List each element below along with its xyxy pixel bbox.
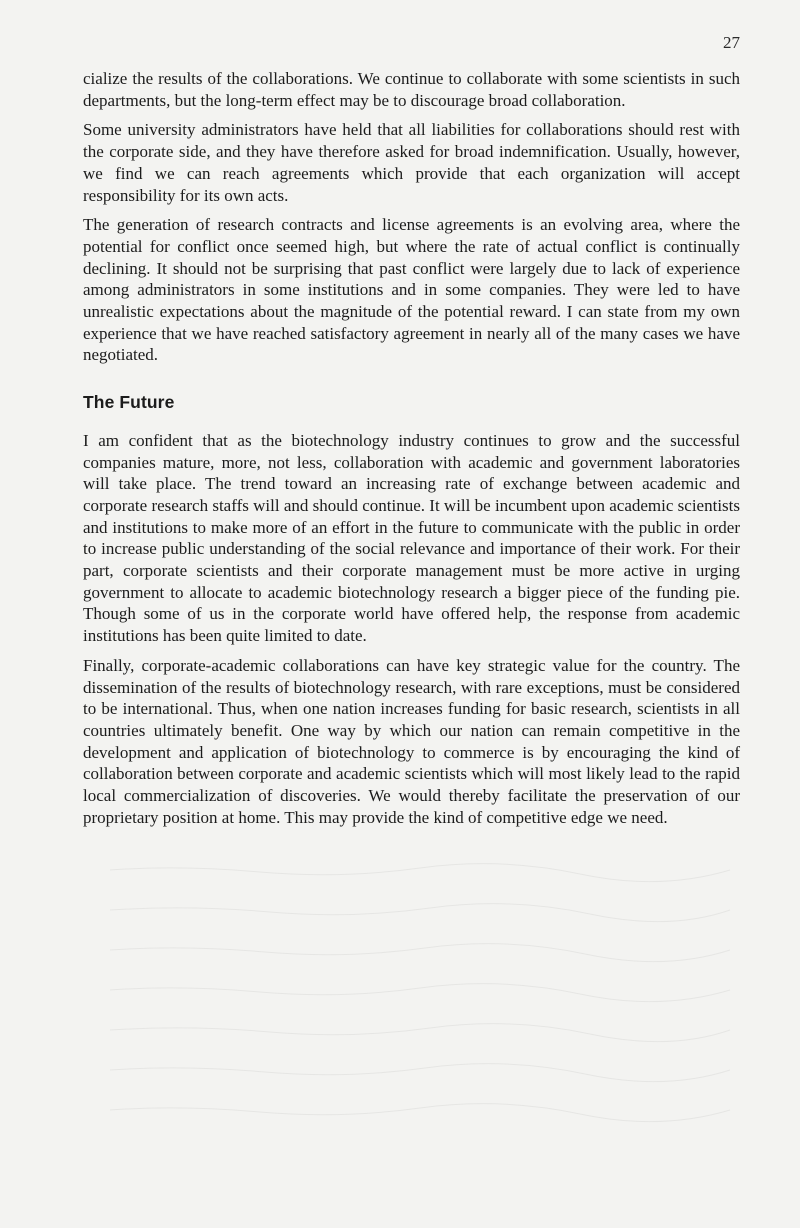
paragraph-intro-3: The generation of research contracts and license agreements is an evolving area, where the potential for conflict once seemed high, but where the rate of actual conflict is continually declining. It should not be surprising that past conflict were largely due to lack of experience among administrators in some institutions and in some companies. They were led to have unrealistic expectations about the magnitude of the potential reward. I can state from my own experience that we have reached satisfactory agreement in nearly all of the many cases we have negotiated. [83, 215, 740, 365]
paragraph-intro-2: Some university administrators have held that all liabilities for collaborations should rest with the corporate side, and they have therefore asked for broad indemnification. Usually, however, we find we can reach agreements which provide that each organization will accept responsibility for its own acts. [83, 120, 740, 205]
section-heading: The Future [83, 392, 175, 413]
body-text [83, 68, 740, 837]
paragraph-intro-1: cialize the results of the collaborations. We continue to collaborate with some scientists in such departments, but the long-term effect may be to discourage broad collaboration. [83, 69, 740, 110]
paragraph-future-2: Finally, corporate-academic collaborations can have key strategic value for the country. The dissemination of the results of biotechnology research, with rare exceptions, must be considered to be international. Thus, when one nation increases funding for basic research, scientists in all countries ultimately benefit. One way by which our nation can remain competitive in the development and application of biotechnology to commerce is by encouraging the kind of collaboration between corporate and academic scientists which will most likely lead to the rapid local commercialization of discoveries. We would thereby facilitate the preservation of our proprietary position at home. This may provide the kind of competitive edge we need. [83, 655, 740, 827]
page-number: 27 [723, 33, 740, 52]
show-through-texture [100, 850, 740, 1150]
paragraph-future-1: I am confident that as the biotechnology industry continues to grow and the successful companies mature, more, not less, collaboration with academic and government laboratories will take place. The trend toward an increasing rate of exchange between academic and corporate research staffs will and should continue. It will be incumbent upon academic scientists and institutions to make more of an effort in the future to communicate with the public in order to increase public understanding of the social relevance and importance of their work. For their part, corporate scientists and their corporate management must be more active in urging government to allocate to academic biotechnology research a bigger piece of the funding pie. Though some of us in the corporate world have offered help, the response from academic institutions has been quite limited to date. [83, 430, 740, 646]
